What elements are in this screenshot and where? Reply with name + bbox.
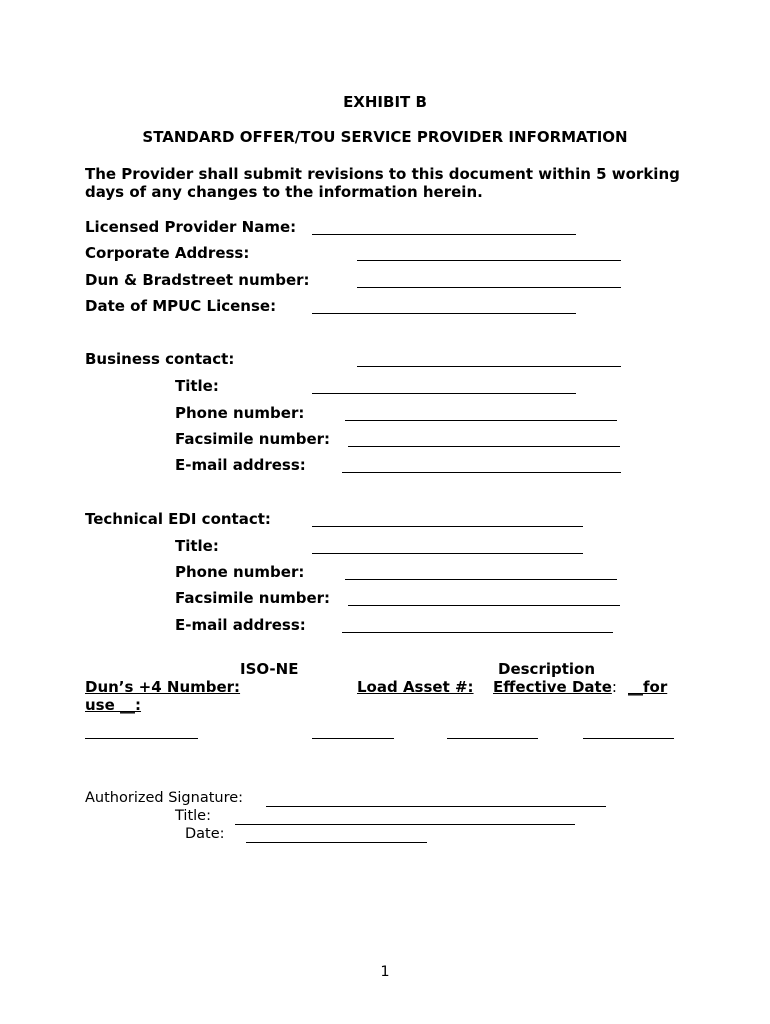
description-heading: Description [498, 660, 596, 678]
technical-phone-label: Phone number: [175, 563, 305, 581]
technical-email-label: E-mail address: [175, 616, 306, 634]
business-fax-field[interactable] [348, 446, 620, 447]
business-contact-label: Business contact: [85, 350, 235, 368]
load-asset-heading: Load Asset #: [357, 678, 474, 696]
iso-ne-heading: ISO-NE [240, 660, 299, 678]
business-title-field[interactable] [312, 393, 576, 394]
effective-date-colon: : [611, 678, 617, 696]
corporate-address-field[interactable] [357, 260, 621, 261]
exhibit-heading: EXHIBIT B [343, 93, 427, 111]
technical-fax-label: Facsimile number: [175, 589, 331, 607]
duns4-field[interactable] [85, 738, 198, 739]
effective-date-text: Effective Date [493, 678, 612, 696]
instruction-text: The Provider shall submit revisions to this document within 5 working days of any changes to the information herein. [85, 165, 680, 201]
mpuc-license-field[interactable] [312, 313, 576, 314]
authorized-signature-field[interactable] [266, 806, 606, 807]
signature-title-label: Title: [175, 808, 211, 824]
load-asset-field[interactable] [312, 738, 394, 739]
duns-number-label: Dun & Bradstreet number: [85, 271, 310, 289]
technical-contact-label: Technical EDI contact: [85, 510, 271, 528]
signature-date-field[interactable] [246, 842, 427, 843]
signature-title-field[interactable] [235, 824, 575, 825]
duns-number-field[interactable] [357, 287, 621, 288]
business-fax-label: Facsimile number: [175, 430, 331, 448]
effective-date-heading [493, 678, 617, 696]
provider-name-field[interactable] [312, 234, 576, 235]
duns4-heading: Dun’s +4 Number: [85, 678, 241, 696]
page-number: 1 [380, 964, 390, 980]
corporate-address-label: Corporate Address: [85, 244, 250, 262]
technical-phone-field[interactable] [345, 579, 617, 580]
effective-date-field[interactable] [447, 738, 538, 739]
form-title: STANDARD OFFER/TOU SERVICE PROVIDER INFORMATION [142, 128, 628, 146]
technical-title-field[interactable] [312, 553, 583, 554]
business-email-label: E-mail address: [175, 456, 306, 474]
technical-contact-field[interactable] [312, 526, 583, 527]
use-field[interactable] [583, 738, 674, 739]
signature-date-label: Date: [185, 826, 225, 842]
technical-fax-field[interactable] [348, 605, 620, 606]
technical-title-label: Title: [175, 537, 219, 555]
business-title-label: Title: [175, 377, 219, 395]
business-contact-field[interactable] [357, 366, 621, 367]
provider-name-label: Licensed Provider Name: [85, 218, 297, 236]
business-email-field[interactable] [342, 472, 621, 473]
for-text: __for [628, 678, 668, 696]
mpuc-license-label: Date of MPUC License: [85, 297, 277, 315]
use-text: use __: [85, 696, 142, 714]
authorized-signature-label: Authorized Signature: [85, 790, 244, 806]
business-phone-label: Phone number: [175, 404, 305, 422]
technical-email-field[interactable] [342, 632, 613, 633]
business-phone-field[interactable] [345, 420, 617, 421]
